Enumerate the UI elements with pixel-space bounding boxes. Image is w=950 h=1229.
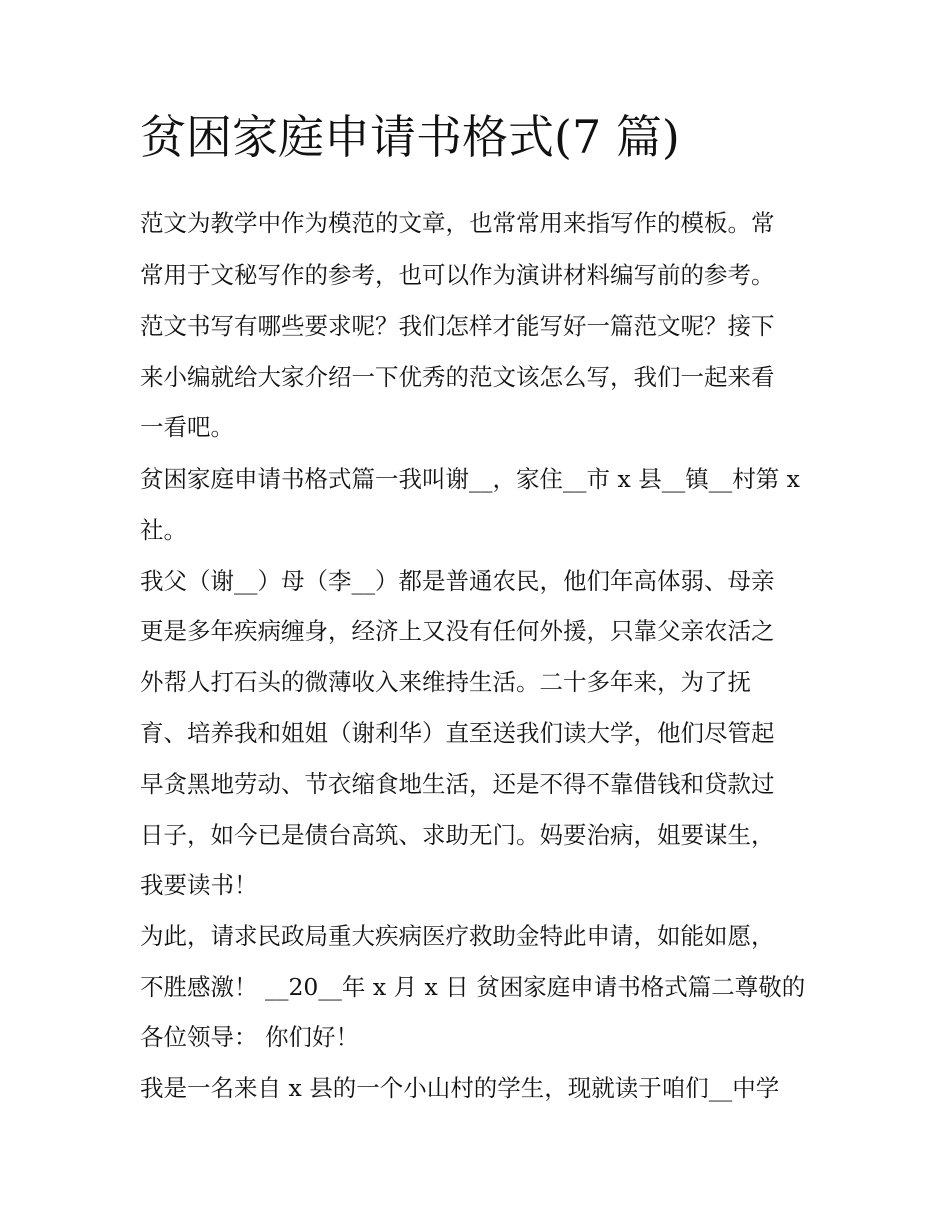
body-line: 育、培养我和姐姐（谢利华）直至送我们读大学，他们尽管起 [140, 719, 775, 747]
body-line: 我是一名来自 x 县的一个小山村的学生，现就读于咱们__中学 [140, 1074, 780, 1102]
body-line: 我要读书！ [140, 871, 258, 899]
body-line: 来小编就给大家介绍一下优秀的范文该怎么写，我们一起来看 [140, 363, 775, 391]
body-line: 不胜感激！ __20__年 x 月 x 日 贫困家庭申请书格式篇二尊敬的 [140, 973, 806, 1001]
body-line: 各位领导： 你们好！ [140, 1023, 359, 1051]
body-line: 一看吧。 [140, 413, 234, 441]
body-line: 贫困家庭申请书格式篇一我叫谢__，家住__市 x 县__镇__村第 x [140, 465, 800, 493]
body-line: 常用于文秘写作的参考，也可以作为演讲材料编写前的参考。 [140, 261, 775, 289]
body-line: 社。 [140, 516, 187, 544]
document-title: 贫困家庭申请书格式(7 篇) [140, 110, 680, 164]
body-line: 更是多年疾病缠身，经济上又没有任何外援，只靠父亲农活之 [140, 617, 775, 645]
body-line: 我父（谢__）母（李__）都是普通农民，他们年高体弱、母亲 [140, 567, 775, 595]
body-line: 日子，如今已是债台高筑、求助无门。妈要治病，姐要谋生， [140, 821, 775, 849]
body-line: 范文为教学中作为模范的文章，也常常用来指写作的模板。常 [140, 209, 775, 237]
body-line: 为此，请求民政局重大疾病医疗救助金特此申请，如能如愿， [140, 922, 775, 950]
body-line: 范文书写有哪些要求呢？我们怎样才能写好一篇范文呢？接下 [140, 312, 775, 340]
body-line: 外帮人打石头的微薄收入来维持生活。二十多年来，为了抚 [140, 668, 751, 696]
body-line: 早贪黑地劳动、节衣缩食地生活，还是不得不靠借钱和贷款过 [140, 770, 775, 798]
